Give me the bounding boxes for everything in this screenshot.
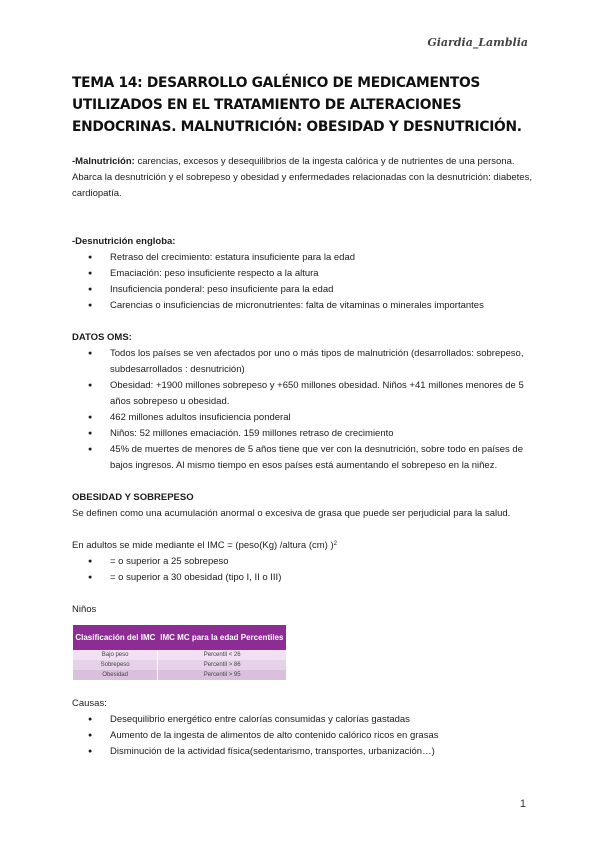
table-cell: Bajo peso [73, 650, 158, 660]
imc-formula [72, 538, 532, 554]
table-row [73, 660, 286, 670]
list-item: ● 462 millones adultos insuficiencia ponderal [72, 410, 532, 426]
table-header-row [73, 625, 286, 650]
obesidad-definition: Se definen como una acumulación anormal o excesiva de grasa que puede ser perjudicial para la salud. [72, 508, 511, 519]
list-item: ● Obesidad: +1900 millones sobrepeso y +650 millones obesidad. Niños +41 millones menores de 5 años sobrepeso u obesidad. [72, 378, 532, 410]
list-item: ● Aumento de la ingesta de alimentos de alto contenido calórico ricos en grasas [72, 728, 532, 744]
list-item: ● 45% de muertes de menores de 5 años tiene que ver con la desnutrición, sobre todo en países de bajos ingresos. Al mismo tiempo en esos países está aumentando el sobrepeso en la niñez. [72, 442, 532, 474]
page-title: TEMA 14: DESARROLLO GALÉNICO DE MEDICAMENTOS UTILIZADOS EN EL TRATAMIENTO DE ALTERACIONES ENDOCRINAS. MALNUTRICIÓN: OBESIDAD Y DESNUTRICIÓN. [72, 75, 522, 135]
table-row [73, 650, 286, 660]
table-cell: Obesidad [73, 670, 158, 680]
table-cell: Percentil > 86 [158, 660, 286, 670]
desnutricion-list [72, 250, 532, 314]
list-item: ● Emaciación: peso insuficiente respecto a la altura [72, 266, 532, 282]
table-header-percentiles: IMC MC para la edad Percentiles [158, 625, 286, 650]
imc-exponent: 2 [333, 541, 337, 547]
imc-formula-text: En adultos se mide mediante el IMC = (peso(Kg) /altura (cm) ) [72, 540, 334, 551]
list-item: ● Todos los países se ven afectados por uno o más tipos de malnutrición (desarrollados: sobrepeso, subdesarrollados : desnutrición) [72, 346, 532, 378]
oms-heading: DATOS OMS: [72, 332, 132, 343]
obesidad-heading: OBESIDAD Y SOBREPESO [72, 492, 194, 503]
causas-list [72, 712, 532, 760]
imc-children-table [73, 625, 286, 680]
desnutricion-heading: -Desnutrición engloba: [72, 236, 176, 247]
table-cell: Percentil > 95 [158, 670, 286, 680]
table-cell: Sobrepeso [73, 660, 158, 670]
ninos-heading: Niños [72, 604, 97, 615]
list-item: ● Niños: 52 millones emaciación. 159 millones retraso de crecimiento [72, 426, 532, 442]
list-item: ● = o superior a 25 sobrepeso [72, 554, 532, 570]
causas-heading: Causas: [72, 698, 107, 709]
table-header-classification: Clasificación del IMC [73, 625, 158, 650]
malnutricion-text: carencias, excesos y desequilibrios de la ingesta calórica y de nutrientes de una persona. Abarca la desnutrición y el sobrepeso y obesidad y enfermedades relacionadas con la desnutrición: diabetes, cardiopatía. [72, 156, 532, 199]
malnutricion-label: -Malnutrición: [72, 156, 135, 167]
table-row [73, 670, 286, 680]
oms-list [72, 346, 532, 474]
list-item: ● Retraso del crecimiento: estatura insuficiente para la edad [72, 250, 532, 266]
document-body [72, 154, 532, 760]
table-cell: Percentil < 26 [158, 650, 286, 660]
list-item: ● Disminución de la actividad física(sedentarismo, transportes, urbanización…) [72, 744, 532, 760]
list-item: ● Carencias o insuficiencias de micronutrientes: falta de vitaminas o minerales importantes [72, 298, 532, 314]
list-item: ● Insuficiencia ponderal: peso insuficiente para la edad [72, 282, 532, 298]
author-signature: Giardia_Lamblia [427, 36, 528, 49]
list-item: ● = o superior a 30 obesidad (tipo I, II o III) [72, 570, 532, 586]
page-number: 1 [519, 798, 526, 810]
list-item: ● Desequilibrio energético entre calorías consumidas y calorías gastadas [72, 712, 532, 728]
malnutricion-paragraph [72, 154, 532, 202]
imc-list [72, 554, 532, 586]
